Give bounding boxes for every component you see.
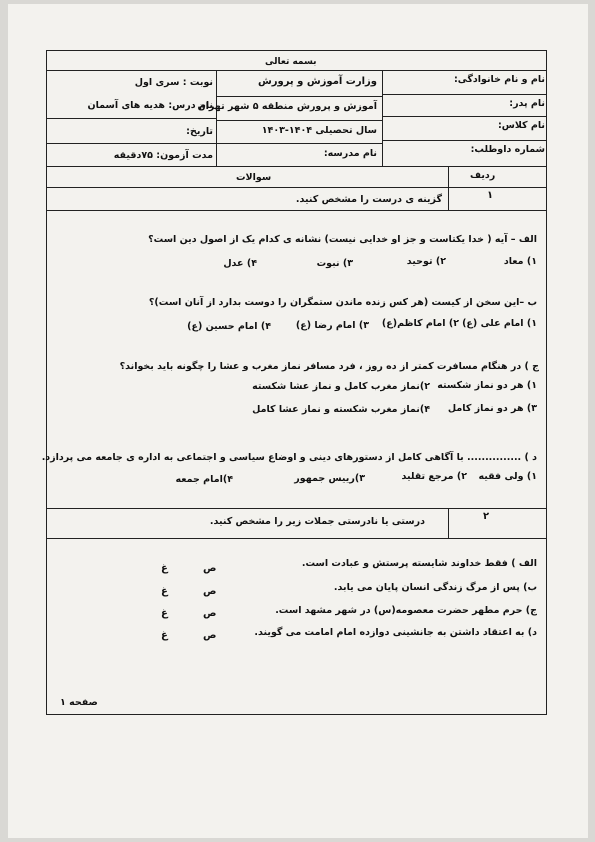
question-2-statement-1: الف ) فقط خداوند شایسته پرستش و عبادت است.	[301, 558, 537, 569]
question-1a-option-1: ۱) معاد	[503, 256, 537, 267]
question-1b-option-4: ۴) امام حسین (ع)	[187, 321, 271, 332]
q2-top-line	[46, 508, 547, 509]
question-1a-text: الف – آیه ( خدا یکتاست و جز او خدایی نیست) نشانه ی کدام یک از اصول دین است؟	[148, 234, 537, 245]
header-center-line-1	[216, 96, 382, 97]
question-1b-option-3: ۳) امام رضا (ع)	[295, 320, 369, 331]
question-2-statement-4: د) به اعتقاد داشتن به جانشینی دوازده امام امامت می گویند.	[254, 627, 537, 638]
basmala: بسمه تعالی	[265, 57, 317, 67]
question-1a-option-3: ۳) نبوت	[316, 258, 353, 269]
question-1b-text: ب –این سخن از کیست (هر کس زنده ماندن ستمگران را دوست بدارد از آنان است)؟	[148, 297, 537, 308]
region-name: آموزش و پرورش منطقه ۵ شهر تهران	[197, 101, 377, 112]
question-2-instruction: درستی یا نادرستی جملات زیر را مشخص کنید.	[209, 516, 425, 527]
header-bottom-line	[46, 166, 547, 167]
question-1d-option-1: ۱) ولی فقیه	[478, 471, 537, 482]
session-info: نوبت : سری اول	[134, 77, 213, 88]
header-divider-left	[216, 70, 217, 167]
page-number: صفحه ۱	[60, 697, 98, 708]
false-mark-3[interactable]: غ	[161, 608, 168, 619]
exam-duration: مدت آزمون: ۷۵دقیقه	[113, 150, 213, 161]
false-mark-2[interactable]: غ	[161, 586, 168, 597]
header-line-1	[46, 70, 547, 71]
header-left-line-1	[46, 118, 216, 119]
question-1-instruction: گزینه ی درست را مشخص کنید.	[295, 194, 442, 205]
q2-instruction-line	[46, 538, 547, 539]
header-divider-right	[382, 70, 383, 167]
date-label: تاریخ:	[186, 126, 213, 137]
question-1a-option-2: ۲) توحید	[406, 256, 446, 267]
question-2-statement-2: ب) پس از مرگ زندگی انسان پایان می یابد.	[333, 582, 537, 593]
question-1b-option-2: ۲) امام کاظم(ع)	[381, 318, 459, 329]
question-2-number: ۲	[483, 511, 490, 522]
question-1c-text: ج ) در هنگام مسافرت کمتر از ده روز ، فرد مسافر نماز مغرب و عشا را چگونه باید بخواند؟	[119, 361, 539, 372]
header-right-line-1	[382, 94, 547, 95]
header-right-line-3	[382, 140, 547, 141]
false-mark-1[interactable]: غ	[161, 563, 168, 574]
false-mark-4[interactable]: غ	[161, 630, 168, 641]
question-1d-text: د ) ............... با آگاهی کامل از دستورهای دینی و اوضاع سیاسی و اجتماعی به اداره ی جامعه می پردازد.	[41, 452, 537, 463]
question-1c-option-2: ۲)نماز مغرب کامل و نماز عشا شکسته	[252, 381, 430, 392]
q2-column-divider	[448, 508, 449, 538]
ministry-name: وزارت آموزش و پرورش	[257, 76, 377, 87]
question-1c-option-1: ۱) هر دو نماز شکسته	[437, 380, 537, 391]
class-name-label: نام کلاس:	[497, 120, 545, 131]
true-mark-3[interactable]: ص	[203, 608, 217, 619]
true-mark-2[interactable]: ص	[203, 586, 217, 597]
table-header-line	[46, 187, 547, 188]
row-column-divider	[448, 166, 449, 210]
header-right-line-2	[382, 116, 547, 117]
q1-instruction-line	[46, 210, 547, 211]
father-name-label: نام پدر:	[509, 98, 545, 109]
true-mark-4[interactable]: ص	[203, 630, 217, 641]
candidate-number-label: شماره داوطلب:	[470, 144, 545, 155]
school-name-label: نام مدرسه:	[323, 148, 377, 159]
student-name-label: نام و نام خانوادگی:	[453, 74, 545, 85]
question-1-number: ۱	[487, 190, 494, 201]
question-1c-option-4: ۴)نماز مغرب شکسته و نماز عشا کامل	[252, 404, 430, 415]
question-1b-option-1: ۱) امام علی (ع)	[462, 318, 537, 329]
true-mark-1[interactable]: ص	[203, 563, 217, 574]
question-1a-option-4: ۴) عدل	[223, 258, 257, 269]
academic-year: سال تحصیلی ۱۴۰۴-۱۴۰۳	[261, 125, 377, 136]
questions-column-label: سوالات	[236, 172, 272, 183]
question-1d-option-2: ۲) مرجع تقلید	[401, 471, 467, 482]
question-2-statement-3: ج) حرم مطهر حضرت معصومه(س) در شهر مشهد است.	[275, 605, 537, 616]
question-1d-option-4: ۴)امام جمعه	[175, 474, 233, 485]
question-1d-option-3: ۳)رییس جمهور	[294, 473, 365, 484]
subject-name: نام درس: هدیه های آسمان	[87, 100, 213, 111]
header-line-school	[46, 143, 382, 144]
row-column-label: ردیف	[470, 170, 496, 181]
header-center-line-2	[216, 120, 382, 121]
question-1c-option-3: ۳) هر دو نماز کامل	[447, 403, 537, 414]
